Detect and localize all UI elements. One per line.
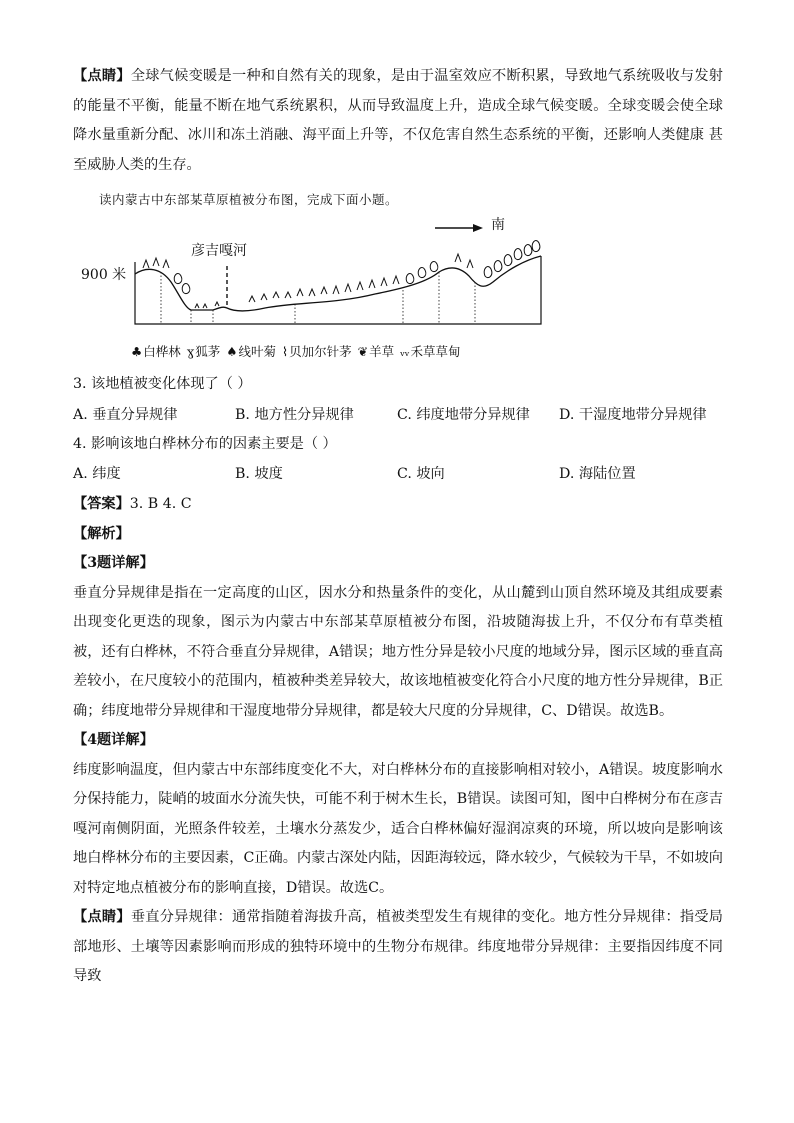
detail-4-heading: 【4题详解】	[73, 732, 154, 748]
question-3-stem: 3. 该地植被变化体现了（ ）	[73, 376, 252, 392]
option-c: C. 纬度地带分异规律	[397, 406, 530, 423]
legend-item: ɣ 狐茅	[186, 343, 221, 359]
legend-item: ♣ 白桦林	[131, 343, 181, 359]
final-tip-text: 垂直分异规律：通常指随着海拔升高，植被类型发生有规律的变化。地方性分异规律：指受局部地形、土壤等因素影响而形成的独特环境中的生物分布规律。纬度地带分异规律：主要指因纬度不同导致	[73, 909, 723, 984]
detail-3-text: 垂直分异规律是指在一定高度的山区，因水分和热量条件的变化，从山麓到山顶自然环境及其组成要素出现变化更迭的现象，图示为内蒙古中东部某草原植被分布图，沿坡随海拔上升，不仅分布有草类植被，还有白桦林，不符合垂直分异规律，A错误；地方性分异是较小尺度的地域分异，图示区域的垂直高差较小，在尺度较小的范围内，植被种类差异较大，故该地植被变化符合小尺度的地方性分异规律，B正确；纬度地带分异规律和干湿度地带分异规律，都是较大尺度的分异规律，C、D错误。故选B。	[73, 584, 723, 719]
vegetation-profile-figure	[75, 216, 555, 366]
figure-legend	[131, 342, 462, 360]
option-c: C. 坡向	[397, 466, 445, 482]
legend-item: ⌇ 贝加尔针茅	[281, 343, 352, 359]
river-label: 彦吉嘎河	[191, 243, 247, 259]
birch-icon: ♣	[131, 343, 143, 359]
legend-item: ᵥᵥ 禾草草甸	[400, 343, 461, 359]
question-4-stem: 4. 影响该地白桦林分布的因素主要是（ ）	[73, 435, 337, 452]
document-page	[73, 62, 723, 992]
elevation-label: 900 米	[81, 267, 127, 283]
final-tip-paragraph	[73, 903, 723, 992]
option-d: D. 海陆位置	[559, 466, 636, 482]
stipa-icon: ⌇	[281, 343, 289, 359]
answer-tag: 【答案】	[73, 496, 130, 512]
leymus-icon: ❦	[357, 343, 369, 359]
option-a: A. 纬度	[73, 466, 121, 482]
option-b: B. 地方性分异规律	[235, 406, 354, 423]
meadow-icon: ᵥᵥ	[400, 343, 410, 359]
figure-intro: 读内蒙古中东部某草原植被分布图，完成下面小题。	[99, 192, 399, 207]
detail-4-text: 纬度影响温度，但内蒙古中东部纬度变化不大，对白桦林分布的直接影响相对较小，A错误。坡度影响水分保持能力，陡峭的坡面水分流失快，可能不利于树木生长，B错误。读图可知，图中白桦树分布在彦吉嘎河南侧阴面，光照条件较差，土壤水分蒸发少，适合白桦林偏好湿润凉爽的环境，所以坡向是影响该地白桦林分布的主要因素，C正确。内蒙古深处内陆，因距海较远，降水较少，气候较为干旱，不如坡向对特定地点植被分布的影响直接，D错误。故选C。	[73, 761, 723, 896]
filifolium-icon: ♠	[226, 343, 238, 359]
detail-3-heading: 【3题详解】	[73, 555, 154, 571]
intro-tip-tag: 【点睛】	[73, 68, 131, 84]
option-d: D. 干湿度地带分异规律	[559, 406, 707, 423]
final-tip-tag: 【点睛】	[73, 909, 131, 925]
direction-label: 南	[491, 217, 505, 233]
intro-tip-paragraph	[73, 62, 723, 180]
answer-line	[73, 489, 723, 519]
legend-item: ❦ 羊草	[357, 343, 395, 359]
legend-item: ♠ 线叶菊	[226, 343, 276, 359]
answer-text: 3. B 4. C	[129, 496, 192, 512]
option-b: B. 坡度	[235, 466, 283, 482]
option-a: A. 垂直分异规律	[73, 406, 178, 423]
question-3-options	[73, 400, 723, 430]
intro-tip-text: 全球气候变暖是一种和自然有关的现象，是由于温室效应不断积累，导致地气系统吸收与发射的能量不平衡，能量不断在地气系统累积，从而导致温度上升，造成全球气候变暖。全球变暖会使全球降水量重新分配、冰川和冻土消融、海平面上升等，不仅危害自然生态系统的平衡，还影响人类健康 甚至威胁人类的生存。	[73, 68, 723, 173]
analysis-heading: 【解析】	[73, 526, 130, 542]
question-4-options	[73, 459, 723, 489]
fescue-icon: ɣ	[186, 343, 195, 359]
